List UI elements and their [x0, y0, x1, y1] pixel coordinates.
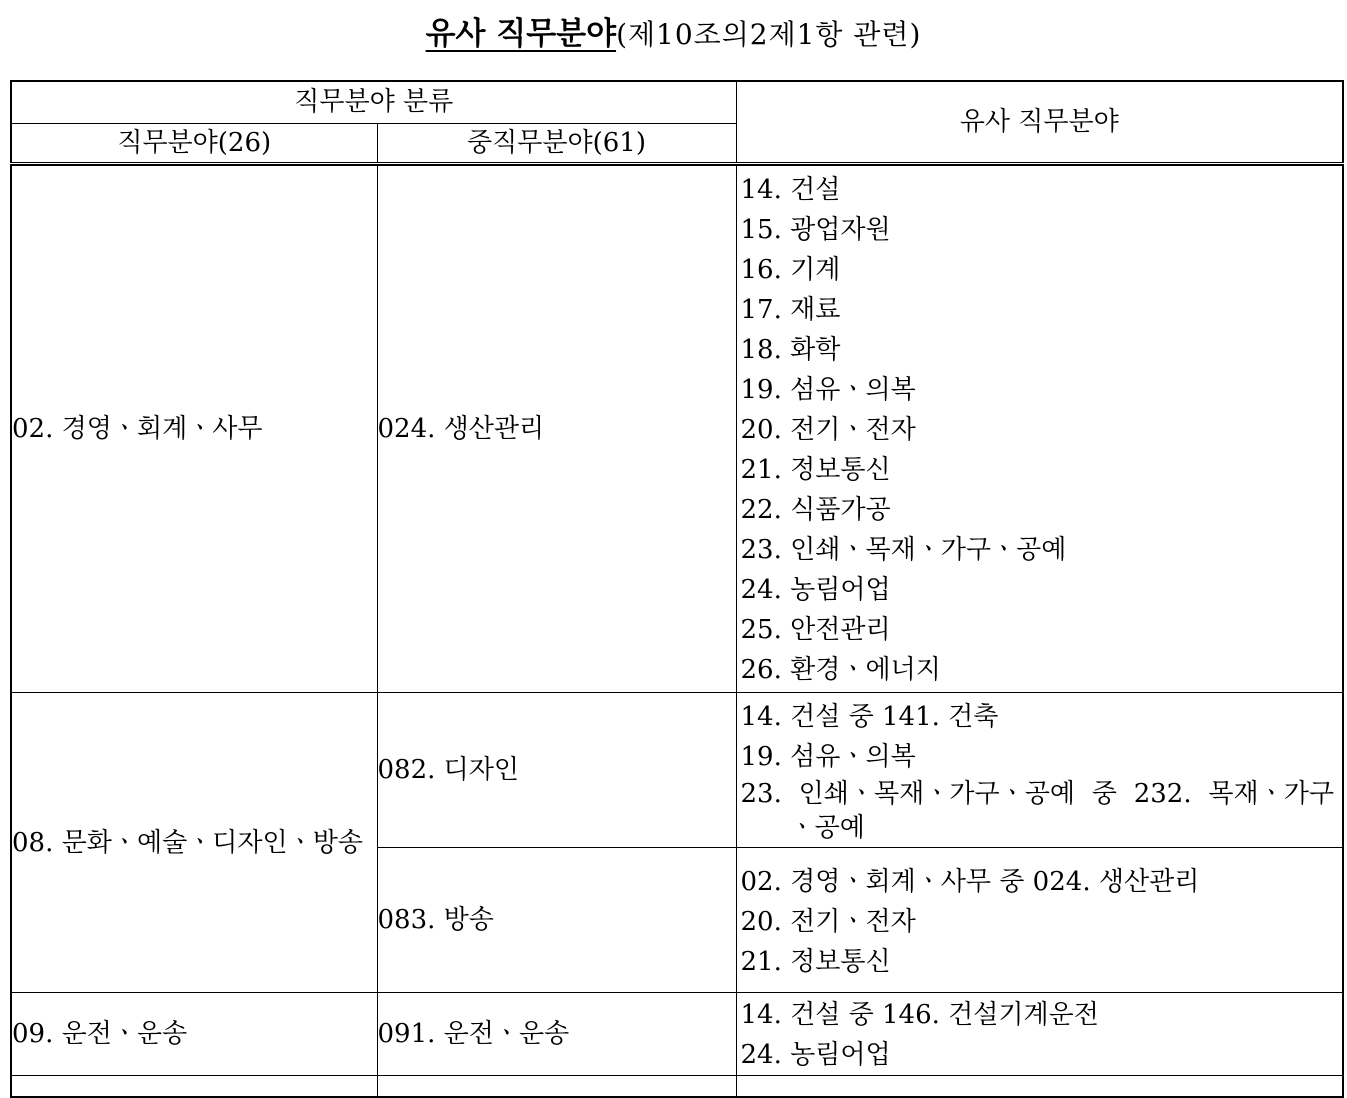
list-item: 16. 기계 — [740, 255, 841, 285]
list-item: 20. 전기ㆍ전자 — [740, 907, 916, 937]
list-item: 18. 화학 — [740, 335, 841, 365]
sub-field-cell: 091. 운전ㆍ운송 — [377, 993, 736, 1076]
similar-list — [737, 848, 1343, 992]
list-item: 23. 인쇄ㆍ목재ㆍ가구ㆍ공예 중 232. 목재ㆍ가구ㆍ공예 — [740, 779, 1334, 843]
list-item: 21. 정보통신 — [740, 455, 891, 485]
empty-cell — [377, 1076, 736, 1098]
table-row — [11, 1076, 1343, 1098]
list-item: 22. 식품가공 — [740, 495, 891, 525]
header-sub-field: 중직무분야(61) — [377, 123, 736, 164]
similar-list — [737, 166, 1343, 692]
empty-cell — [11, 1076, 377, 1098]
title-subtitle: (제10조의2제1항 관련) — [616, 18, 922, 51]
list-item: 19. 섬유ㆍ의복 — [740, 742, 916, 772]
similar-cell — [736, 166, 1343, 693]
similar-cell — [736, 693, 1343, 848]
list-item: 17. 재료 — [740, 295, 841, 325]
sub-field-cell: 082. 디자인 — [377, 693, 736, 848]
list-item: 19. 섬유ㆍ의복 — [740, 375, 916, 405]
field-cell: 09. 운전ㆍ운송 — [11, 993, 377, 1076]
similar-fields-table — [10, 80, 1344, 1098]
table-row — [11, 993, 1343, 1076]
similar-cell — [736, 993, 1343, 1076]
list-item: 26. 환경ㆍ에너지 — [740, 655, 941, 685]
field-cell: 02. 경영ㆍ회계ㆍ사무 — [11, 166, 377, 693]
table-row — [11, 166, 1343, 693]
header-similar-fields: 유사 직무분야 — [736, 81, 1343, 164]
list-item: 23. 인쇄ㆍ목재ㆍ가구ㆍ공예 — [740, 535, 1067, 565]
list-item: 15. 광업자원 — [740, 215, 891, 245]
list-item: 02. 경영ㆍ회계ㆍ사무 중 024. 생산관리 — [740, 867, 1200, 897]
header-group-label: 직무분야 분류 — [11, 81, 736, 123]
list-item: 20. 전기ㆍ전자 — [740, 415, 916, 445]
similar-cell — [736, 848, 1343, 993]
similar-list — [737, 993, 1343, 1075]
list-item: 14. 건설 — [740, 175, 841, 205]
sub-field-cell: 024. 생산관리 — [377, 166, 736, 693]
similar-list — [737, 693, 1343, 847]
sub-field-cell: 083. 방송 — [377, 848, 736, 993]
title-main: 유사 직무분야 — [425, 16, 617, 52]
list-item: 14. 건설 중 146. 건설기계운전 — [740, 1000, 1099, 1030]
table-row — [11, 693, 1343, 848]
empty-cell — [736, 1076, 1343, 1098]
list-item: 14. 건설 중 141. 건축 — [740, 702, 999, 732]
field-cell: 08. 문화ㆍ예술ㆍ디자인ㆍ방송 — [11, 693, 377, 993]
list-item: 25. 안전관리 — [740, 615, 891, 645]
list-item: 21. 정보통신 — [740, 947, 891, 977]
header-field: 직무분야(26) — [11, 123, 377, 164]
document-title — [0, 14, 1347, 55]
list-item: 24. 농림어업 — [740, 1040, 891, 1070]
list-item: 24. 농림어업 — [740, 575, 891, 605]
